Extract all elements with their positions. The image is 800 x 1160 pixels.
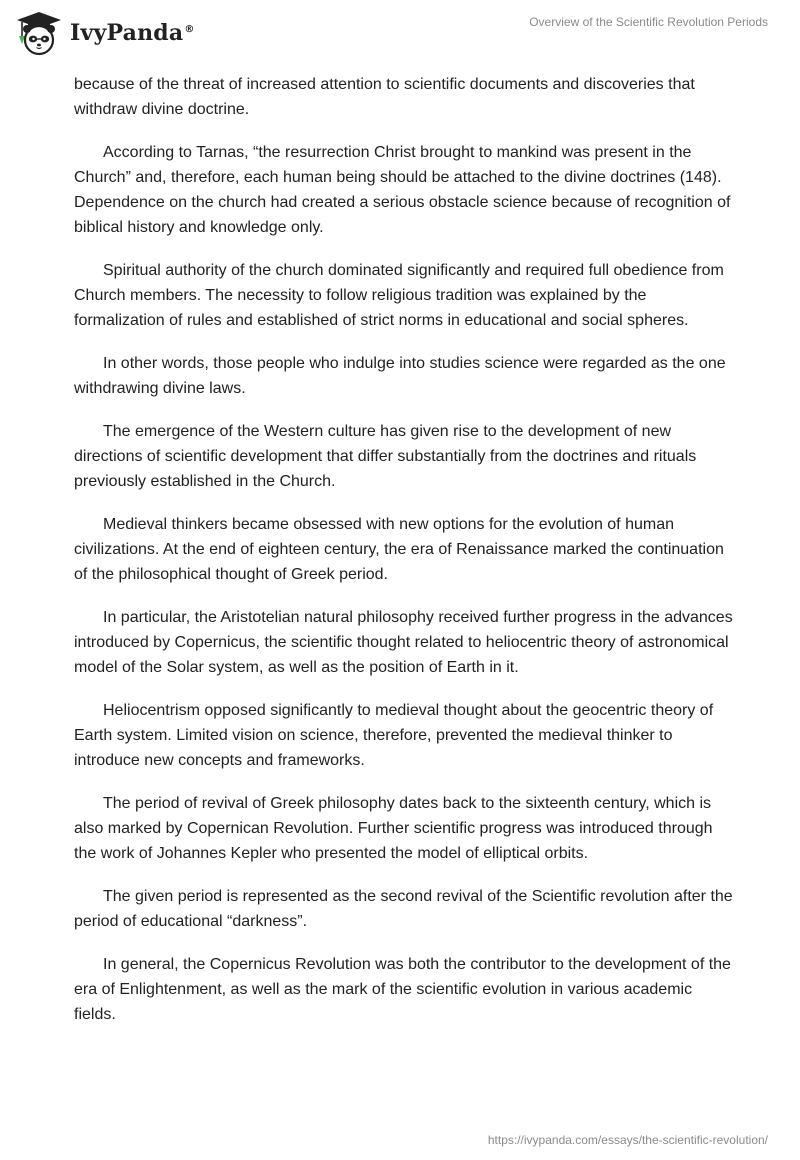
paragraph: The given period is represented as the second revival of the Scientific revolution after the period of educational “darkness”. [74,888,733,930]
paragraph: According to Tarnas, “the resurrection Christ brought to mankind was present in the Church” and, therefore, each human being should be attached to the divine doctrines (148). Dependence on the church had created a serious obstacle science because of recognition of biblical history and knowledge only. [74,144,731,236]
registered-mark: ® [184,23,195,35]
panda-logo-icon [14,10,64,56]
brand-name: IvyPanda® [70,20,195,46]
source-url-link[interactable]: https://ivypanda.com/essays/the-scientific-revolution/ [487,1133,768,1147]
paragraph: In particular, the Aristotelian natural philosophy received further progress in the advances introduced by Copernicus, the scientific thought related to heliocentric theory of astronomical model of the Solar system, as well as the position of Earth in it. [74,609,733,676]
brand-logo[interactable] [14,10,195,56]
paragraph: because of the threat of increased attention to scientific documents and discoveries that withdraw divine doctrine. [74,76,695,118]
paragraph: In other words, those people who indulge into studies science were regarded as the one withdrawing divine laws. [74,355,726,397]
essay-body [74,72,734,1045]
paragraph: Spiritual authority of the church dominated significantly and required full obedience from Church members. The necessity to follow religious tradition was explained by the formalization of rules and established of strict norms in educational and social spheres. [74,262,724,329]
paragraph: Heliocentrism opposed significantly to medieval thought about the geocentric theory of Earth system. Limited vision on science, therefore, prevented the medieval thinker to introduce new concepts and frameworks. [74,702,714,769]
paragraph: The period of revival of Greek philosophy dates back to the sixteenth century, which is also marked by Copernican Revolution. Further scientific progress was introduced through the work of Johannes Kepler who presented the model of elliptical orbits. [74,795,713,862]
paragraph: In general, the Copernicus Revolution was both the contributor to the development of the era of Enlightenment, as well as the mark of the scientific evolution in various academic fields. [74,956,731,1023]
paragraph: The emergence of the Western culture has given rise to the development of new directions of scientific development that differ substantially from the doctrines and rituals previously established in the Church. [74,423,697,490]
document-title: Overview of the Scientific Revolution Periods [529,15,768,29]
paragraph: Medieval thinkers became obsessed with new options for the evolution of human civilizations. At the end of eighteen century, the era of Renaissance marked the continuation of the philosophical thought of Greek period. [74,516,724,583]
page-header [0,0,800,70]
